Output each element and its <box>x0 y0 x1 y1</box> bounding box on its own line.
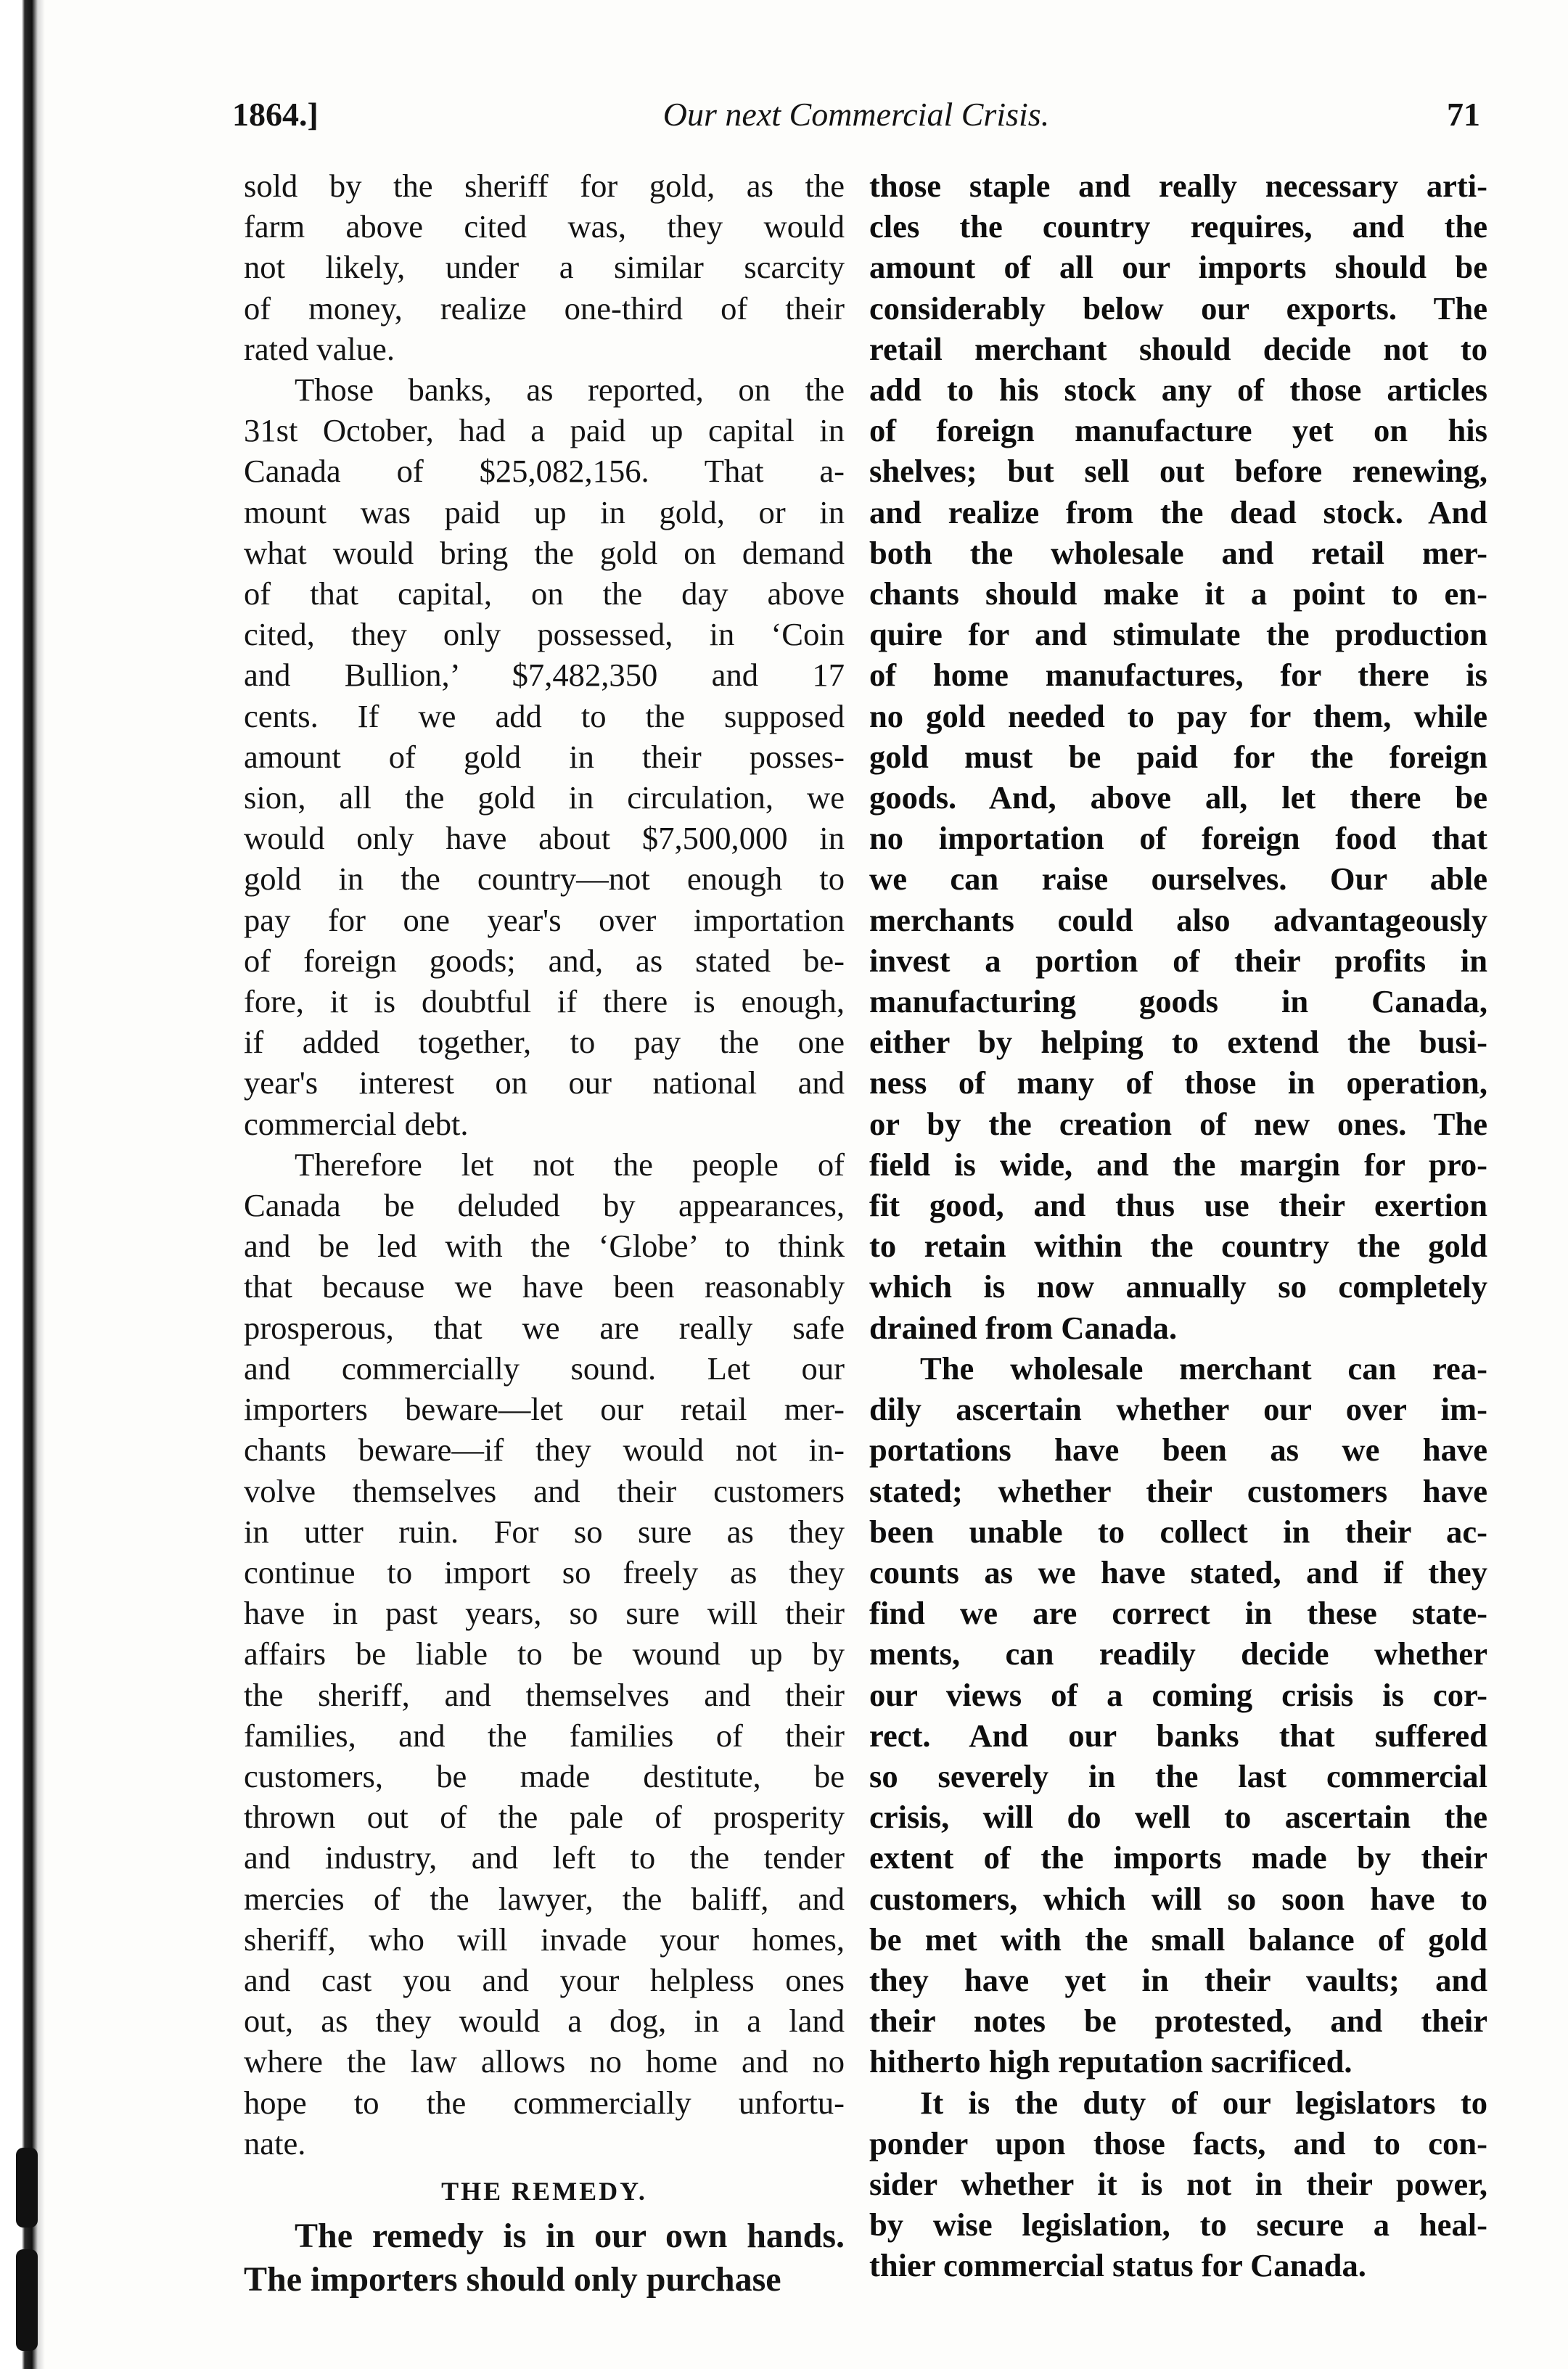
page-number: 71 <box>1447 96 1480 133</box>
text-line: of home manufactures, for there is <box>869 657 1487 694</box>
text-line: sheriff, who will invade your homes, <box>244 1921 845 1958</box>
text-line: shelves; but sell out before renewing, <box>869 453 1487 490</box>
text-line: gold in the country—not enough to <box>244 861 845 898</box>
text-line: gold must be paid for the foreign <box>869 738 1487 775</box>
text-line: thier commercial status for Canada. <box>869 2247 1366 2284</box>
text-line: of money, realize one-third of their <box>244 290 845 327</box>
paragraph <box>869 2082 1487 2286</box>
text-line: Those banks, as reported, on the <box>295 371 845 408</box>
text-line: add to his stock any of those articles <box>869 371 1487 408</box>
text-line: rect. And our banks that suffered <box>869 1717 1487 1754</box>
text-line: customers, be made destitute, be <box>244 1757 845 1794</box>
text-line: amount of gold in their posses- <box>244 738 845 775</box>
text-line: invest a portion of their profits in <box>869 942 1487 979</box>
text-line: families, and the families of their <box>244 1717 845 1754</box>
text-line: mount was paid up in gold, or in <box>244 493 845 530</box>
text-line: Therefore let not the people of <box>295 1146 845 1183</box>
text-line: out, as they would a dog, in a land <box>244 2003 845 2040</box>
binding-stain <box>16 2249 38 2351</box>
book-binding-edge <box>0 0 45 2369</box>
text-line: if added together, to pay the one <box>244 1024 845 1061</box>
text-line: chants beware—if they would not in- <box>244 1432 845 1469</box>
text-line: we can raise ourselves. Our able <box>869 861 1487 898</box>
text-line: our views of a coming crisis is cor- <box>869 1676 1487 1713</box>
running-header <box>232 86 1480 144</box>
text-line: pay for one year's over importation <box>244 901 845 938</box>
text-line: rated value. <box>244 330 395 367</box>
text-line: that because we have been reasonably <box>244 1268 845 1305</box>
text-line: they have yet in their vaults; and <box>869 1961 1487 1998</box>
text-line: The wholesale merchant can rea- <box>920 1350 1487 1387</box>
text-line: have in past years, so sure will their <box>244 1595 845 1632</box>
text-line: 31st October, had a paid up capital in <box>244 412 845 449</box>
text-line: be met with the small balance of gold <box>869 1921 1487 1958</box>
text-line: cents. If we add to the supposed <box>244 697 845 734</box>
text-line: and commercially sound. Let our <box>244 1350 845 1387</box>
text-line: Canada be deluded by appearances, <box>244 1187 845 1224</box>
paragraph <box>869 165 1487 1348</box>
text-line: and realize from the dead stock. And <box>869 493 1487 530</box>
text-line: amount of all our imports should be <box>869 249 1487 286</box>
text-line: Canada of $25,082,156. That a- <box>244 453 845 490</box>
text-line: mercies of the lawyer, the baliff, and <box>244 1880 845 1917</box>
text-line: affairs be liable to be wound up by <box>244 1635 845 1672</box>
text-line: counts as we have stated, and if they <box>869 1553 1487 1590</box>
text-line: commercial debt. <box>244 1105 469 1142</box>
text-line: which is now annually so completely <box>869 1268 1487 1305</box>
text-line: not likely, under a similar scarcity <box>244 249 845 286</box>
text-line: considerably below our exports. The <box>869 290 1487 327</box>
text-line: been unable to collect in their ac- <box>869 1513 1487 1550</box>
right-column <box>869 165 1487 2286</box>
text-line: goods. And, above all, let there be <box>869 779 1487 816</box>
text-line: drained from Canada. <box>869 1309 1178 1346</box>
header-year: 1864.] <box>232 96 319 133</box>
text-line: crisis, will do well to ascertain the <box>869 1799 1487 1836</box>
text-line: to retain within the country the gold <box>869 1228 1487 1265</box>
paragraph <box>244 369 845 1144</box>
text-line: by wise legislation, to secure a heal- <box>869 2206 1487 2243</box>
text-line: and industry, and left to the tender <box>244 1839 845 1876</box>
section-heading: THE REMEDY. <box>441 2176 647 2206</box>
text-line: ments, can readily decide whether <box>869 1635 1487 1672</box>
text-line: customers, which will so soon have to <box>869 1880 1487 1917</box>
text-line: thrown out of the pale of prosperity <box>244 1799 845 1836</box>
text-line: sider whether it is not in their power, <box>869 2165 1487 2202</box>
text-line: It is the duty of our legislators to <box>920 2084 1487 2121</box>
text-line: fit good, and thus use their exertion <box>869 1187 1487 1224</box>
text-line: stated; whether their customers have <box>869 1472 1487 1509</box>
text-line: The remedy is in our own hands. <box>295 2216 845 2255</box>
text-line: no importation of foreign food that <box>869 820 1487 857</box>
text-line: ness of many of those in operation, <box>869 1064 1487 1101</box>
paragraph <box>244 165 845 369</box>
text-line: sion, all the gold in circulation, we <box>244 779 845 816</box>
paragraph <box>244 2214 845 2302</box>
text-line: quire for and stimulate the production <box>869 616 1487 653</box>
text-line: their notes be protested, and their <box>869 2003 1487 2040</box>
paragraph <box>244 1144 845 2164</box>
binding-stain <box>16 2148 38 2228</box>
text-line: farm above cited was, they would <box>244 208 845 245</box>
text-line: importers beware—let our retail mer- <box>244 1391 845 1428</box>
text-line: and cast you and your helpless ones <box>244 1961 845 1998</box>
text-line: no gold needed to pay for them, while <box>869 697 1487 734</box>
text-line: fore, it is doubtful if there is enough, <box>244 983 845 1020</box>
text-line: year's interest on our national and <box>244 1064 845 1101</box>
text-line: hope to the commercially unfortu- <box>244 2084 845 2121</box>
text-line: so severely in the last commercial <box>869 1757 1487 1794</box>
text-line: either by helping to extend the busi- <box>869 1024 1487 1061</box>
text-line: the sheriff, and themselves and their <box>244 1676 845 1713</box>
text-line: manufacturing goods in Canada, <box>869 983 1487 1020</box>
left-column <box>244 165 845 2302</box>
text-line: The importers should only purchase <box>244 2259 781 2299</box>
text-line: and Bullion,’ $7,482,350 and 17 <box>244 657 845 694</box>
text-line: or by the creation of new ones. The <box>869 1105 1487 1142</box>
text-line: volve themselves and their customers <box>244 1472 845 1509</box>
text-line: would only have about $7,500,000 in <box>244 820 845 857</box>
text-line: sold by the sheriff for gold, as the <box>244 168 845 204</box>
text-line: of foreign manufacture yet on his <box>869 412 1487 449</box>
text-line: extent of the imports made by their <box>869 1839 1487 1876</box>
text-line: both the wholesale and retail mer- <box>869 534 1487 571</box>
text-line: cited, they only possessed, in ‘Coin <box>244 616 845 653</box>
text-line: of that capital, on the day above <box>244 575 845 612</box>
text-line: dily ascertain whether our over im- <box>869 1391 1487 1428</box>
paragraph <box>869 1348 1487 2082</box>
text-line: continue to import so freely as they <box>244 1553 845 1590</box>
text-line: hitherto high reputation sacrificed. <box>869 2043 1352 2080</box>
text-line: and be led with the ‘Globe’ to think <box>244 1228 845 1265</box>
text-line: portations have been as we have <box>869 1432 1487 1469</box>
header-title: Our next Commercial Crisis. <box>662 96 1050 133</box>
text-line: prosperous, that we are really safe <box>244 1309 845 1346</box>
text-line: field is wide, and the margin for pro- <box>869 1146 1487 1183</box>
text-line: find we are correct in these state- <box>869 1595 1487 1632</box>
text-line: of foreign goods; and, as stated be- <box>244 942 845 979</box>
text-line: those staple and really necessary arti- <box>869 168 1487 204</box>
text-line: retail merchant should decide not to <box>869 330 1487 367</box>
text-line: chants should make it a point to en- <box>869 575 1487 612</box>
text-line: what would bring the gold on demand <box>244 534 845 571</box>
text-line: nate. <box>244 2124 306 2161</box>
text-line: merchants could also advantageously <box>869 901 1487 938</box>
text-line: ponder upon those facts, and to con- <box>869 2124 1487 2161</box>
text-line: cles the country requires, and the <box>869 208 1487 245</box>
text-line: in utter ruin. For so sure as they <box>244 1513 845 1550</box>
text-line: where the law allows no home and no <box>244 2043 845 2080</box>
